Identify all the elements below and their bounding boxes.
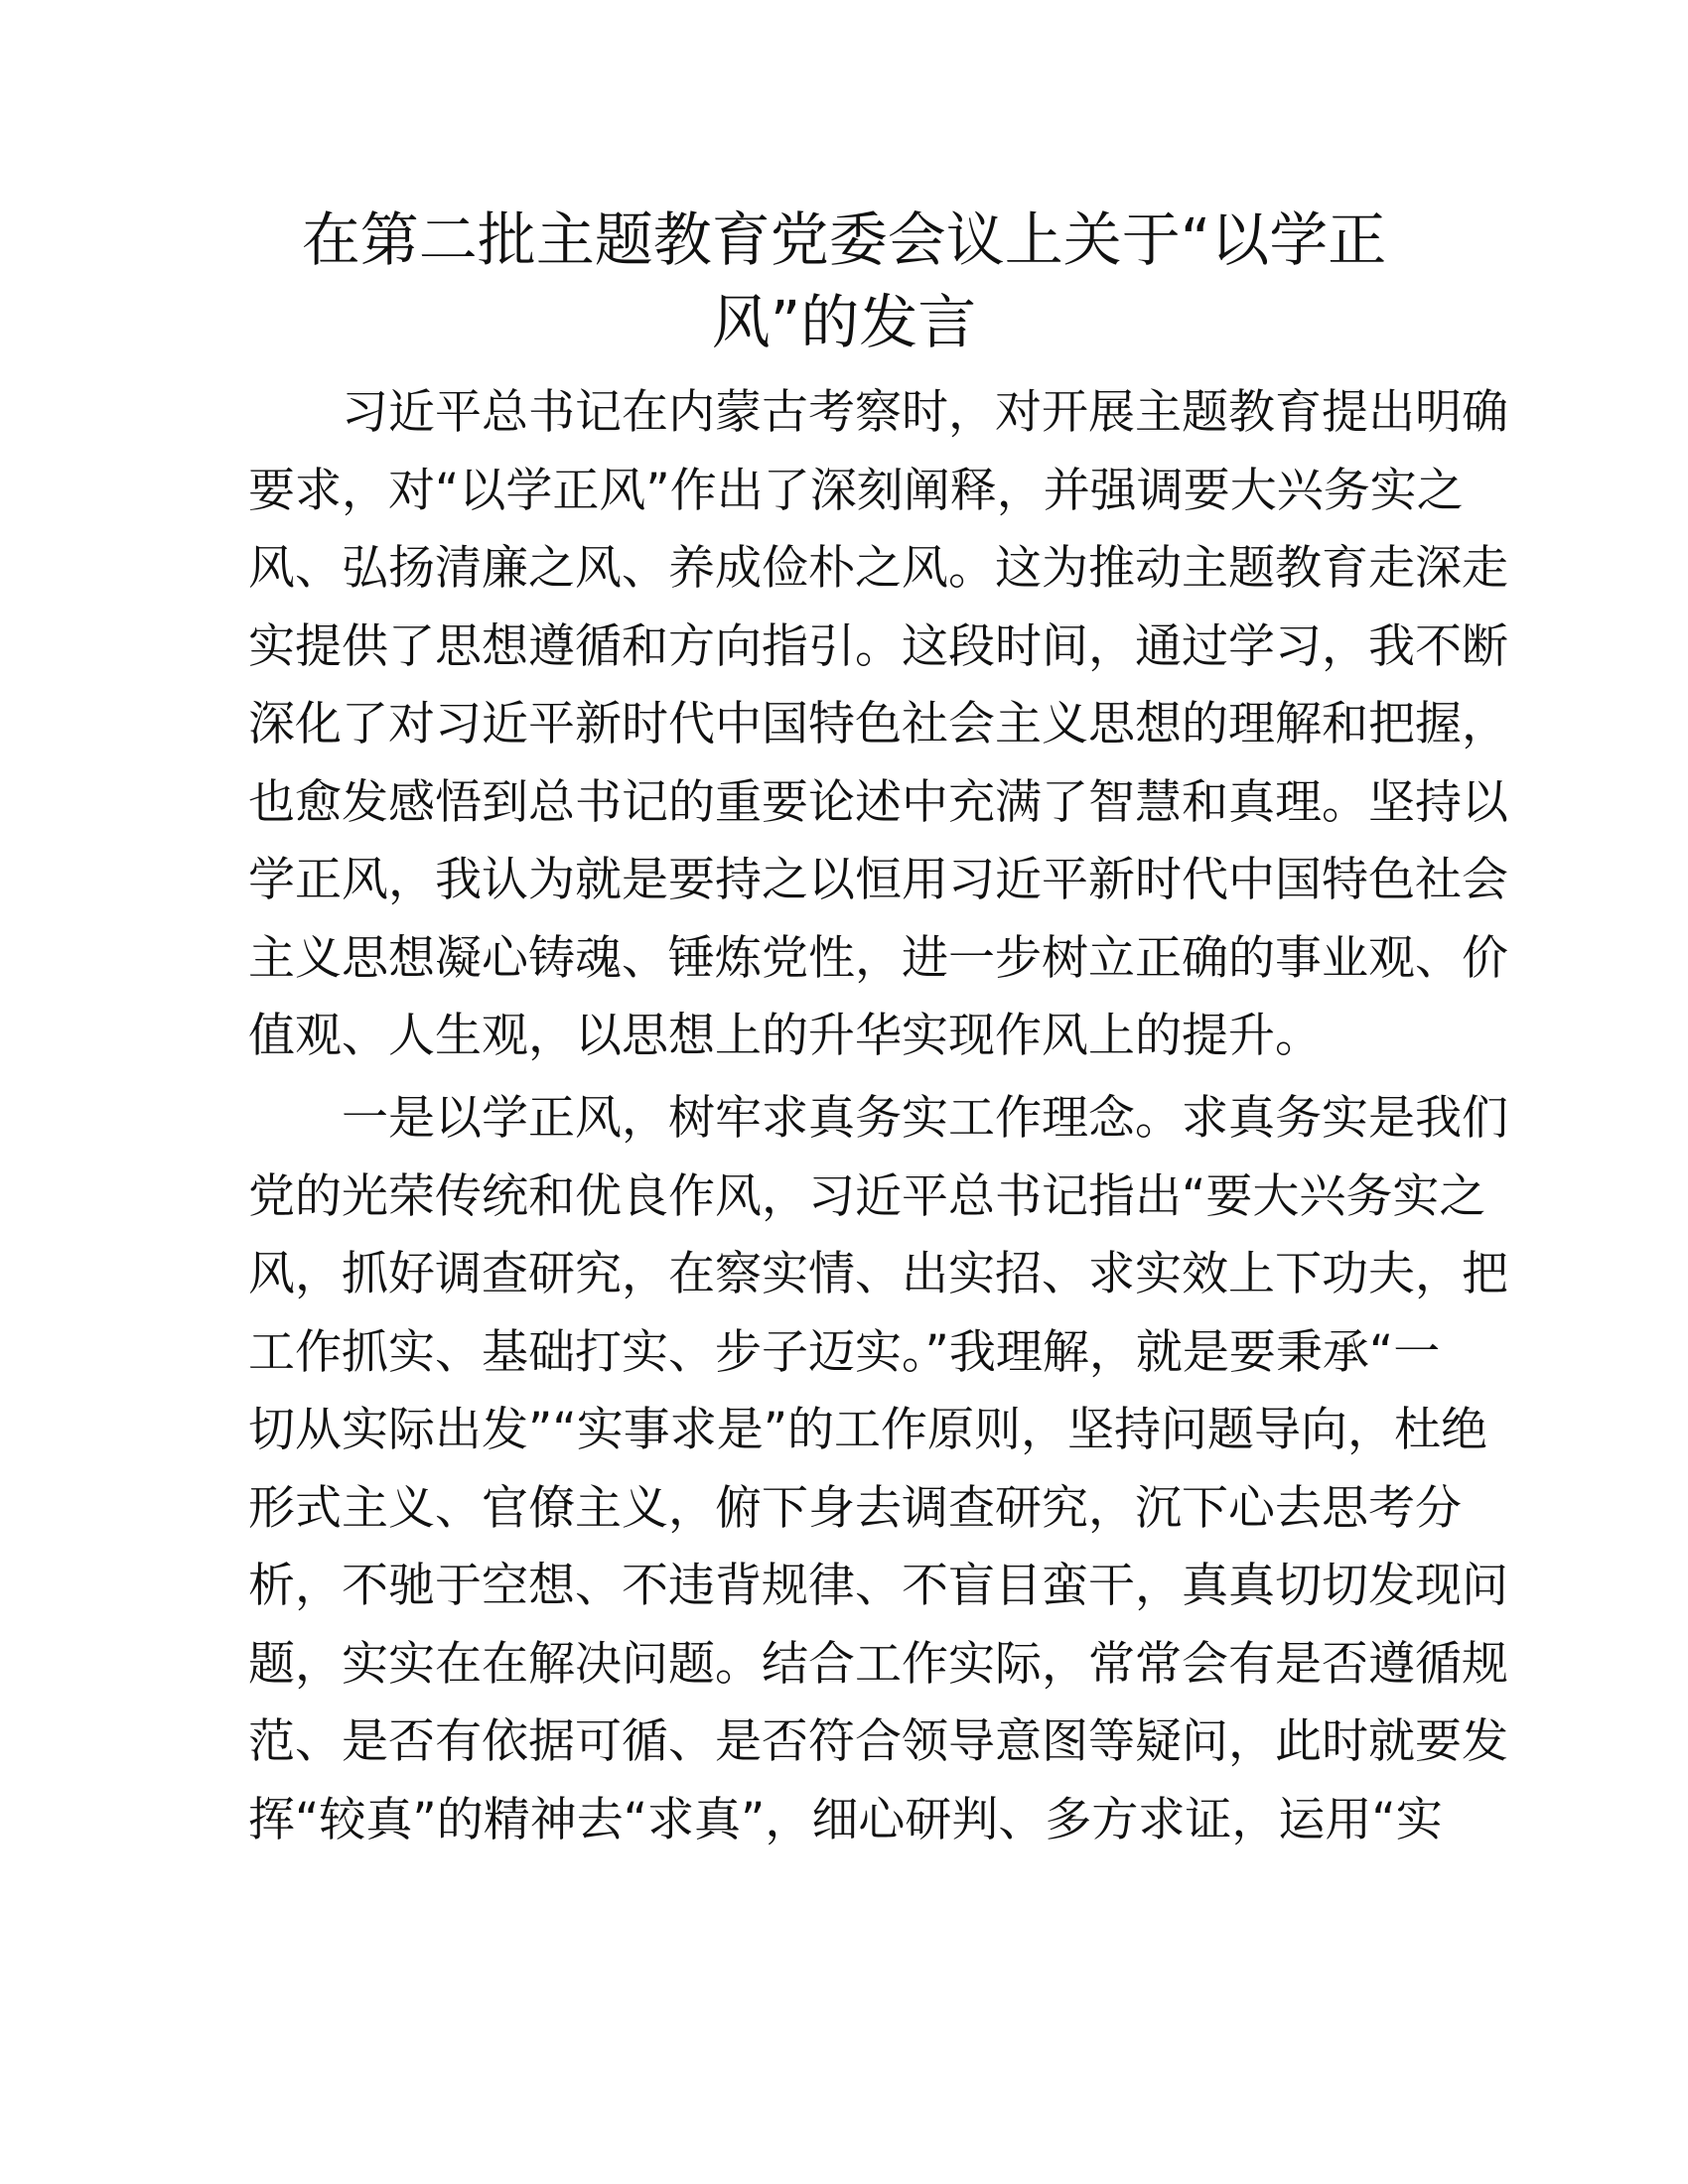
title-line: 风”的发言	[711, 288, 977, 356]
body-paragraph	[248, 374, 1508, 1076]
paragraph-line: 习近平总书记在内蒙古考察时，对开展主题教育提出明确	[342, 385, 1508, 440]
paragraph-line: 析，不驰于空想、不违背规律、不盲目蛮干，真真切切发现问	[248, 1559, 1508, 1613]
paragraph-line: 深化了对习近平新时代中国特色社会主义思想的理解和把握，	[248, 697, 1508, 751]
paragraph-line: 风，抓好调查研究，在察实情、出实招、求实效上下功夫，把	[248, 1247, 1508, 1301]
paragraph-line: 值观、人生观，以思想上的升华实现作风上的提升。	[248, 1009, 1322, 1063]
paragraph-line: 主义思想凝心铸魂、锤炼党性，进一步树立正确的事业观、价	[248, 930, 1508, 986]
title-line: 在第二批主题教育党委会议上关于“以学正	[301, 205, 1387, 274]
paragraph-line: 范、是否有依据可循、是否符合领导意图等疑问，此时就要发	[248, 1714, 1508, 1769]
paragraph-line: 风、弘扬清廉之风、养成俭朴之风。这为推动主题教育走深走	[248, 541, 1508, 596]
paragraph-line: 学正风，我认为就是要持之以恒用习近平新时代中国特色社会	[248, 853, 1508, 907]
body-paragraph	[248, 1080, 1508, 1859]
paragraph-line: 题，实实在在解决问题。结合工作实际，常常会有是否遵循规	[248, 1636, 1508, 1692]
paragraph-line: 工作抓实、基础打实、步子迈实。”我理解，就是要秉承“一	[248, 1324, 1441, 1380]
paragraph-line: 也愈发感悟到总书记的重要论述中充满了智慧和真理。坚持以	[248, 774, 1508, 830]
paragraph-line: 形式主义、官僚主义，俯下身去调查研究，沉下心去思考分	[248, 1480, 1462, 1536]
paragraph-line: 挥“较真”的精神去“求真”，细心研判、多方求证，运用“实	[248, 1792, 1443, 1847]
paragraph-line: 一是以学正风，树牢求真务实工作理念。求真务实是我们	[342, 1091, 1508, 1146]
paragraph-line: 要求，对“以学正风”作出了深刻阐释，并强调要大兴务实之	[248, 463, 1464, 518]
document-title	[238, 199, 1450, 363]
paragraph-line: 实提供了思想遵循和方向指引。这段时间，通过学习，我不断	[248, 618, 1508, 674]
paragraph-line: 党的光荣传统和优良作风，习近平总书记指出“要大兴务实之	[248, 1168, 1486, 1224]
paragraph-line: 切从实际出发”“实事求是”的工作原则，坚持问题导向，杜绝	[248, 1403, 1488, 1457]
